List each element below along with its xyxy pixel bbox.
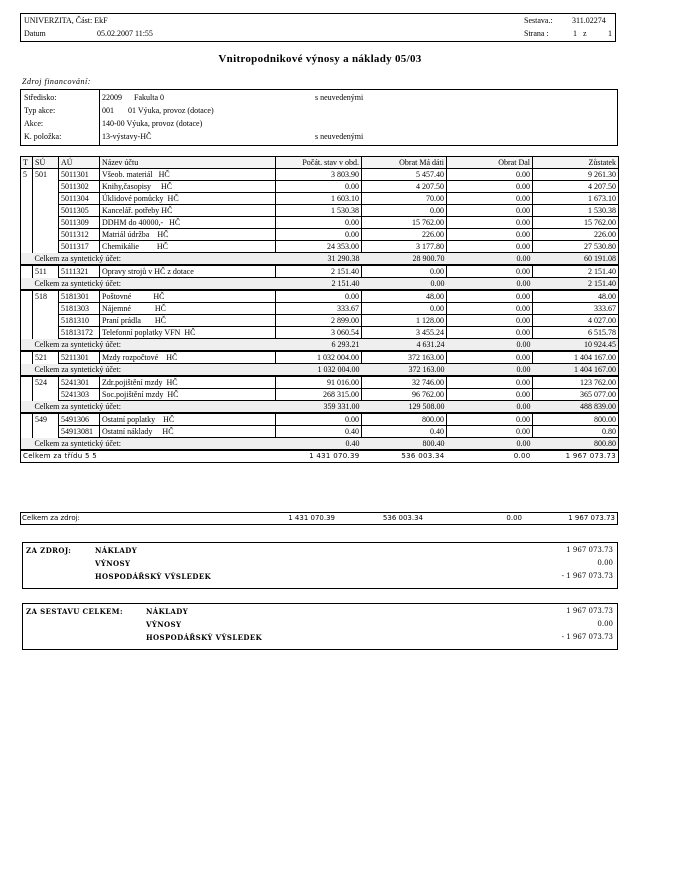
- analytic-account: 5181303: [59, 303, 100, 315]
- date-label: Datum: [24, 29, 46, 38]
- start-balance: 3 803.90: [276, 169, 362, 181]
- analytic-account: 5011305: [59, 205, 100, 217]
- subtotal-start: 2 151.40: [276, 278, 362, 291]
- source-total-label: Celkem za zdroj:: [22, 514, 80, 522]
- table-row: [21, 169, 619, 181]
- report-header: [20, 13, 616, 42]
- subtotal-credit: 0.00: [447, 253, 533, 266]
- analytic-account: 5011304: [59, 193, 100, 205]
- synthetic-account: 511: [33, 265, 59, 278]
- credit-turnover: 0.00: [447, 290, 533, 303]
- table-row: [21, 376, 619, 389]
- synthetic-account: 518: [33, 290, 59, 339]
- info-label: Typ akce:: [24, 106, 56, 115]
- subtotal-credit: 0.00: [447, 401, 533, 414]
- revenue-value: 0.00: [597, 620, 613, 628]
- analytic-account: 54913081: [59, 426, 100, 438]
- start-balance: 24 353.00: [276, 241, 362, 253]
- subtotal-start: 1 032 004.00: [276, 364, 362, 377]
- analytic-account: 5011309: [59, 217, 100, 229]
- analytic-account: 5011312: [59, 229, 100, 241]
- revenue-label: VÝNOSY: [95, 559, 131, 568]
- start-balance: 91 016.00: [276, 376, 362, 389]
- analytic-account: 5211301: [59, 351, 100, 364]
- source-total-debit: 536 003.34: [382, 514, 423, 522]
- credit-turnover: 0.00: [447, 241, 533, 253]
- credit-turnover: 0.00: [447, 315, 533, 327]
- subtotal-debit: 4 631.24: [362, 339, 447, 352]
- result-label: HOSPODÁŘSKÝ VÝSLEDEK: [146, 633, 263, 642]
- info-label: Středisko:: [24, 93, 57, 102]
- report-label: Sestava.:: [524, 16, 553, 25]
- credit-turnover: 0.00: [447, 205, 533, 217]
- subtotal-balance: 800.80: [533, 438, 619, 451]
- accounts-table: [20, 156, 619, 463]
- debit-turnover: 0.40: [362, 426, 447, 438]
- table-row: [21, 327, 619, 339]
- subtotal-start: 6 293.21: [276, 339, 362, 352]
- subtotal-row: [21, 364, 619, 377]
- revenue-label: VÝNOSY: [146, 620, 182, 629]
- synthetic-account: 524: [33, 376, 59, 401]
- accounts-table-wrapper: [20, 156, 618, 463]
- page-total: 1: [608, 29, 612, 38]
- end-balance: 4 207.50: [533, 181, 619, 193]
- subtotal-debit: 372 163.00: [362, 364, 447, 377]
- subtotal-row: [21, 401, 619, 414]
- info-row-k-polozka: [21, 130, 617, 143]
- class-total-credit: 0.00: [447, 450, 533, 463]
- date-value: 05.02.2007 11:55: [97, 29, 153, 38]
- source-total-row: [20, 512, 618, 525]
- table-row: [21, 303, 619, 315]
- subtotal-debit: 129 508.00: [362, 401, 447, 414]
- subtotal-credit: 0.00: [447, 438, 533, 451]
- end-balance: 365 077.00: [533, 389, 619, 401]
- analytic-account: 5491306: [59, 413, 100, 426]
- subtotal-label: Celkem za syntetický účet:: [33, 438, 276, 451]
- col-header-credit: Obrat Dal: [447, 157, 533, 169]
- debit-turnover: 4 207.50: [362, 181, 447, 193]
- subtotal-balance: 60 191.08: [533, 253, 619, 266]
- end-balance: 0.80: [533, 426, 619, 438]
- debit-turnover: 0.00: [362, 205, 447, 217]
- table-header-row: [21, 157, 619, 169]
- info-label: Akce:: [24, 119, 44, 128]
- subtotal-start: 0.40: [276, 438, 362, 451]
- info-label: K. položka:: [24, 132, 62, 141]
- end-balance: 15 762.00: [533, 217, 619, 229]
- result-label: HOSPODÁŘSKÝ VÝSLEDEK: [95, 572, 212, 581]
- table-row: [21, 315, 619, 327]
- end-balance: 1 673.10: [533, 193, 619, 205]
- start-balance: 0.40: [276, 426, 362, 438]
- subtotal-balance: 2 151.40: [533, 278, 619, 291]
- account-name: Knihy,časopisy HČ: [100, 181, 276, 193]
- col-header-au: AÚ: [59, 157, 100, 169]
- costs-label: NÁKLADY: [146, 607, 189, 616]
- subtotal-credit: 0.00: [447, 278, 533, 291]
- start-balance: 1 530.38: [276, 205, 362, 217]
- report-id: 311.02274: [572, 16, 606, 25]
- info-value: 001 01 Výuka, provoz (dotace): [102, 106, 214, 115]
- debit-turnover: 48.00: [362, 290, 447, 303]
- info-row-akce: [21, 117, 617, 130]
- info-extra: s neuvedenými: [315, 132, 364, 141]
- subtotal-start: 31 290.38: [276, 253, 362, 266]
- account-name: Telefonní poplatky VFN HČ: [100, 327, 276, 339]
- subtotal-label: Celkem za syntetický účet:: [33, 401, 276, 414]
- start-balance: 1 032 004.00: [276, 351, 362, 364]
- debit-turnover: 1 128.00: [362, 315, 447, 327]
- credit-turnover: 0.00: [447, 229, 533, 241]
- start-balance: 2 899.00: [276, 315, 362, 327]
- start-balance: 0.00: [276, 290, 362, 303]
- account-name: Ostatní poplatky HČ: [100, 413, 276, 426]
- end-balance: 6 515.78: [533, 327, 619, 339]
- subtotal-credit: 0.00: [447, 339, 533, 352]
- result-value: - 1 967 073.73: [561, 572, 613, 580]
- end-balance: 123 762.00: [533, 376, 619, 389]
- debit-turnover: 372 163.00: [362, 351, 447, 364]
- table-row: [21, 265, 619, 278]
- debit-turnover: 96 762.00: [362, 389, 447, 401]
- account-name: Ostatní náklady HČ: [100, 426, 276, 438]
- debit-turnover: 800.00: [362, 413, 447, 426]
- debit-turnover: 32 746.00: [362, 376, 447, 389]
- table-row: [21, 193, 619, 205]
- debit-turnover: 3 455.24: [362, 327, 447, 339]
- subtotal-label: Celkem za syntetický účet:: [33, 278, 276, 291]
- end-balance: 48.00: [533, 290, 619, 303]
- start-balance: 268 315.00: [276, 389, 362, 401]
- analytic-account: 5241301: [59, 376, 100, 389]
- end-balance: 4 027.00: [533, 315, 619, 327]
- account-name: Matriál údržba HČ: [100, 229, 276, 241]
- end-balance: 27 530.80: [533, 241, 619, 253]
- report-title: Vnitropodnikové výnosy a náklady 05/03: [218, 53, 422, 65]
- subtotal-debit: 0.00: [362, 278, 447, 291]
- class-cell: 5: [21, 169, 33, 253]
- table-row: [21, 290, 619, 303]
- account-name: Kancelář. potřeby HČ: [100, 205, 276, 217]
- source-total-balance: 1 967 073.73: [568, 514, 615, 522]
- summary-source-label: ZA ZDROJ:: [26, 546, 72, 555]
- debit-turnover: 226.00: [362, 229, 447, 241]
- class-total-label: Celkem za třídu 5 5: [21, 450, 276, 463]
- debit-turnover: 3 177.80: [362, 241, 447, 253]
- credit-turnover: 0.00: [447, 351, 533, 364]
- costs-label: NÁKLADY: [95, 546, 138, 555]
- analytic-account: 5111321: [59, 265, 100, 278]
- subtotal-start: 359 331.00: [276, 401, 362, 414]
- col-header-name: Název účtu: [100, 157, 276, 169]
- end-balance: 2 151.40: [533, 265, 619, 278]
- debit-turnover: 0.00: [362, 265, 447, 278]
- subtotal-balance: 488 839.00: [533, 401, 619, 414]
- revenue-value: 0.00: [597, 559, 613, 567]
- analytic-account: 5181301: [59, 290, 100, 303]
- credit-turnover: 0.00: [447, 376, 533, 389]
- analytic-account: 5011301: [59, 169, 100, 181]
- analytic-account: 5011317: [59, 241, 100, 253]
- analytic-account: 5011302: [59, 181, 100, 193]
- subtotal-row: [21, 339, 619, 352]
- synthetic-account: 521: [33, 351, 59, 364]
- summary-source-box: [22, 542, 618, 589]
- info-value: 22009 Fakulta 0: [102, 93, 164, 102]
- account-name: Nájemné HČ: [100, 303, 276, 315]
- analytic-account: 5181310: [59, 315, 100, 327]
- source-total-credit: 0.00: [506, 514, 522, 522]
- end-balance: 1 404 167.00: [533, 351, 619, 364]
- source-total-start: 1 431 070.39: [288, 514, 335, 522]
- subtotal-row: [21, 438, 619, 451]
- table-row: [21, 351, 619, 364]
- page-label: Strana :: [524, 29, 549, 38]
- account-name: Chemikálie HČ: [100, 241, 276, 253]
- col-header-balance: Zůstatek: [533, 157, 619, 169]
- account-name: Opravy strojů v HČ z dotace: [100, 265, 276, 278]
- class-total-start: 1 431 070.39: [276, 450, 362, 463]
- summary-total-label: ZA SESTAVU CELKEM:: [26, 607, 123, 616]
- info-value: 13-výstavy-HČ: [102, 132, 152, 141]
- end-balance: 1 530.38: [533, 205, 619, 217]
- table-row: [21, 413, 619, 426]
- synthetic-account: 549: [33, 413, 59, 438]
- account-name: Úklidové pomůcky HČ: [100, 193, 276, 205]
- debit-turnover: 0.00: [362, 303, 447, 315]
- result-value: - 1 967 073.73: [561, 633, 613, 641]
- credit-turnover: 0.00: [447, 389, 533, 401]
- start-balance: 2 151.40: [276, 265, 362, 278]
- end-balance: 226.00: [533, 229, 619, 241]
- account-name: DDHM do 40000,- HČ: [100, 217, 276, 229]
- subtotal-label: Celkem za syntetický účet:: [33, 253, 276, 266]
- end-balance: 800.00: [533, 413, 619, 426]
- page-of: z: [583, 29, 587, 38]
- credit-turnover: 0.00: [447, 193, 533, 205]
- subtotal-balance: 1 404 167.00: [533, 364, 619, 377]
- start-balance: 3 060.54: [276, 327, 362, 339]
- subtotal-row: [21, 253, 619, 266]
- subtotal-label: Celkem za syntetický účet:: [33, 364, 276, 377]
- credit-turnover: 0.00: [447, 265, 533, 278]
- subtotal-debit: 800.40: [362, 438, 447, 451]
- end-balance: 9 261.30: [533, 169, 619, 181]
- start-balance: 0.00: [276, 217, 362, 229]
- credit-turnover: 0.00: [447, 217, 533, 229]
- synthetic-account: 501: [33, 169, 59, 253]
- funding-info-box: [20, 89, 618, 146]
- account-name: Všeob. materiál HČ: [100, 169, 276, 181]
- credit-turnover: 0.00: [447, 413, 533, 426]
- subtotal-label: Celkem za syntetický účet:: [33, 339, 276, 352]
- account-name: Soc.pojištění mzdy HČ: [100, 389, 276, 401]
- costs-value: 1 967 073.73: [566, 607, 613, 615]
- account-name: Zdr.pojištění mzdy HČ: [100, 376, 276, 389]
- account-name: Mzdy rozpočtové HČ: [100, 351, 276, 364]
- info-row-stredisko: [21, 91, 617, 104]
- subtotal-credit: 0.00: [447, 364, 533, 377]
- credit-turnover: 0.00: [447, 426, 533, 438]
- analytic-account: 5241303: [59, 389, 100, 401]
- credit-turnover: 0.00: [447, 327, 533, 339]
- class-total-debit: 536 003.34: [362, 450, 447, 463]
- table-row: [21, 389, 619, 401]
- col-header-start: Počát. stav v obd.: [276, 157, 362, 169]
- credit-turnover: 0.00: [447, 181, 533, 193]
- start-balance: 1 603.10: [276, 193, 362, 205]
- analytic-account: 51813172: [59, 327, 100, 339]
- page-number: 1: [573, 29, 577, 38]
- table-row: [21, 205, 619, 217]
- costs-value: 1 967 073.73: [566, 546, 613, 554]
- subtotal-row: [21, 278, 619, 291]
- start-balance: 0.00: [276, 413, 362, 426]
- table-row: [21, 426, 619, 438]
- debit-turnover: 5 457.40: [362, 169, 447, 181]
- table-row: [21, 181, 619, 193]
- table-row: [21, 229, 619, 241]
- debit-turnover: 15 762.00: [362, 217, 447, 229]
- col-header-su: SÚ: [33, 157, 59, 169]
- col-header-t: T: [21, 157, 33, 169]
- credit-turnover: 0.00: [447, 303, 533, 315]
- funding-source-label: Zdroj financování:: [22, 77, 91, 86]
- col-header-debit: Obrat Má dáti: [362, 157, 447, 169]
- start-balance: 0.00: [276, 181, 362, 193]
- class-total-row: [21, 450, 619, 463]
- info-row-typ-akce: [21, 104, 617, 117]
- organization: UNIVERZITA, Část: EkF: [24, 16, 108, 25]
- info-value: 140-00 Výuka, provoz (dotace): [102, 119, 203, 128]
- start-balance: 333.67: [276, 303, 362, 315]
- account-name: Poštovné HČ: [100, 290, 276, 303]
- account-name: Praní prádla HČ: [100, 315, 276, 327]
- table-row: [21, 217, 619, 229]
- class-total-balance: 1 967 073.73: [533, 450, 619, 463]
- end-balance: 333.67: [533, 303, 619, 315]
- summary-total-box: [22, 603, 618, 650]
- subtotal-balance: 10 924.45: [533, 339, 619, 352]
- start-balance: 0.00: [276, 229, 362, 241]
- table-row: [21, 241, 619, 253]
- subtotal-debit: 28 900.70: [362, 253, 447, 266]
- credit-turnover: 0.00: [447, 169, 533, 181]
- info-extra: s neuvedenými: [315, 93, 364, 102]
- debit-turnover: 70.00: [362, 193, 447, 205]
